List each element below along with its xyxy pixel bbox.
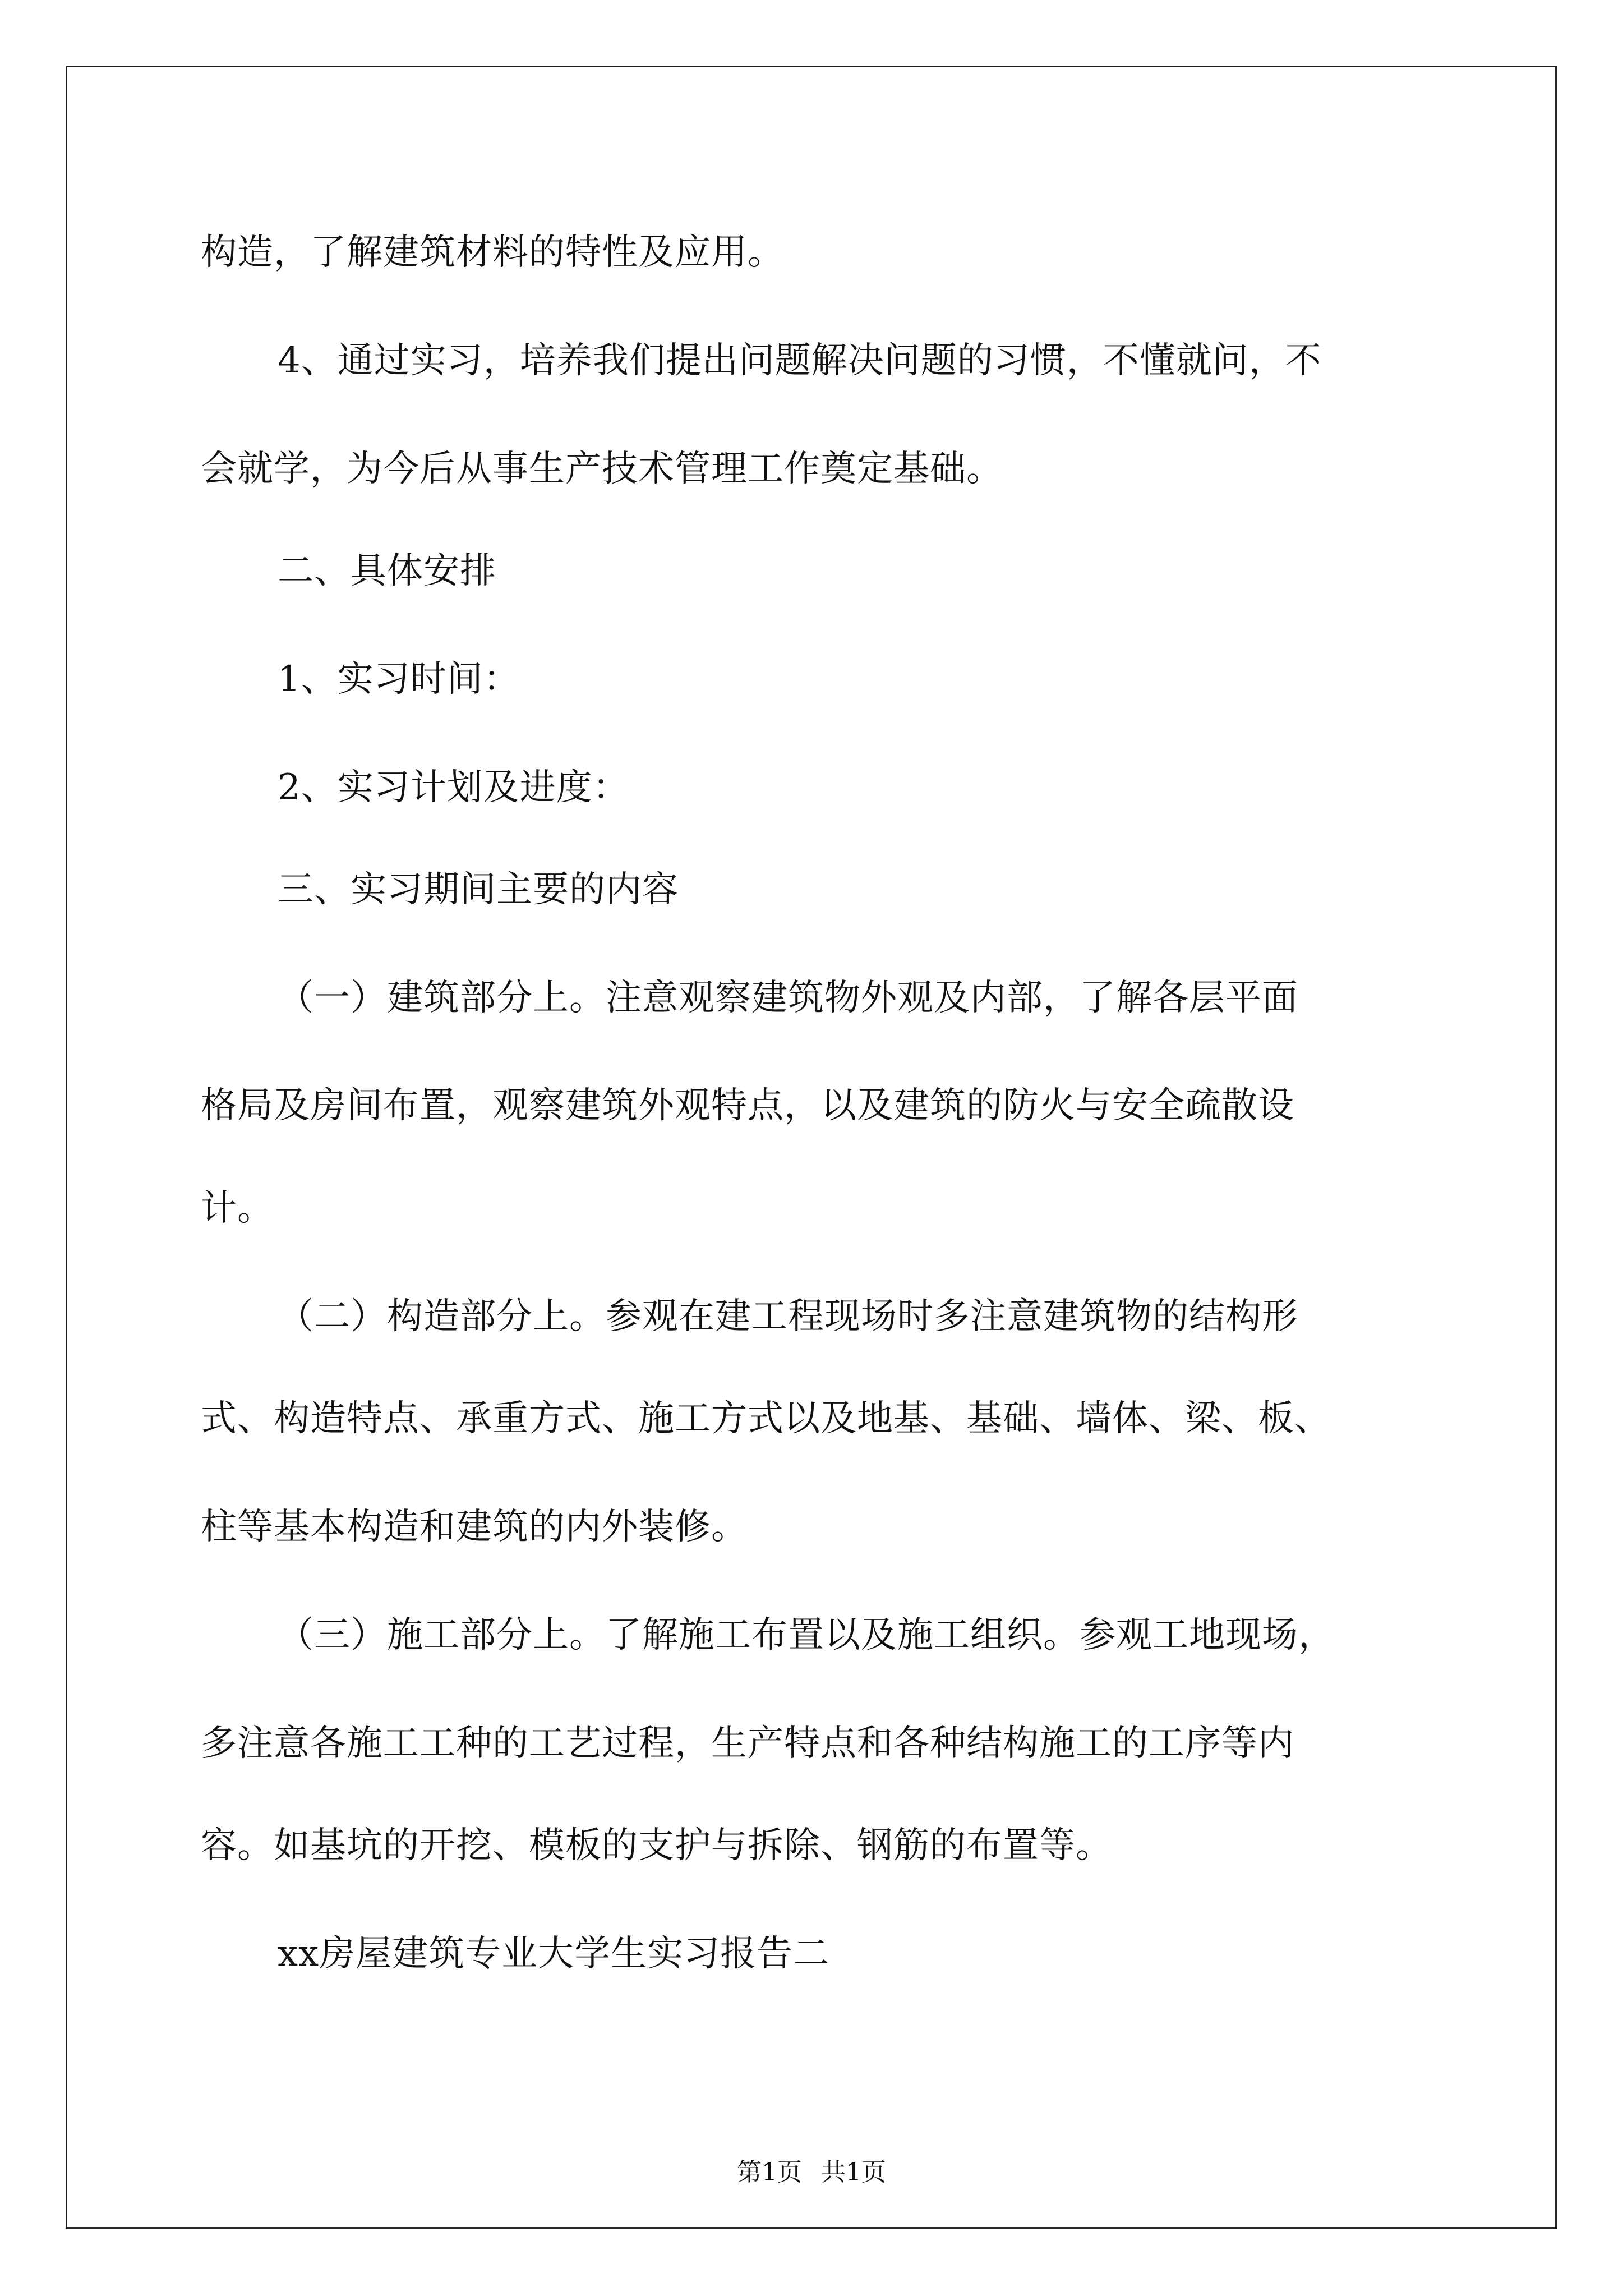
text-line: （三）施工部分上。了解施工布置以及施工组织。参观工地现场， (278, 1614, 1335, 1656)
text-line: 式、构造特点、承重方式、施工方式以及地基、基础、墙体、梁、板、 (201, 1398, 1331, 1439)
text-line: 多注意各施工工种的工艺过程，生产特点和各种结构施工的工序等内 (201, 1723, 1294, 1764)
section-heading: xx房屋建筑专业大学生实习报告二 (278, 1933, 830, 1975)
text-line: 4、通过实习，培养我们提出问题解决问题的习惯，不懂就问，不 (278, 340, 1322, 381)
text-line: 1、实习时间： (278, 659, 520, 700)
text-line: 计。 (201, 1188, 274, 1229)
section-heading: 二、具体安排 (278, 550, 496, 592)
text-line: 会就学，为今后从事生产技术管理工作奠定基础。 (201, 448, 1003, 490)
page-number: 第1页 (737, 2158, 802, 2187)
text-line: 柱等基本构造和建筑的内外装修。 (201, 1506, 748, 1548)
page-total: 共1页 (821, 2158, 886, 2187)
text-line: 格局及房间布置，观察建筑外观特点，以及建筑的防火与安全疏散设 (201, 1085, 1294, 1126)
text-line: 构造，了解建筑材料的特性及应用。 (201, 232, 784, 273)
section-heading: 三、实习期间主要的内容 (278, 869, 679, 910)
page-footer (0, 2157, 1623, 2188)
text-line: 2、实习计划及进度： (278, 767, 629, 808)
text-line: （一）建筑部分上。注意观察建筑物外观及内部，了解各层平面 (278, 977, 1298, 1019)
text-line: （二）构造部分上。参观在建工程现场时多注意建筑物的结构形 (278, 1296, 1298, 1337)
text-line: 容。如基坑的开挖、模板的支护与拆除、钢筋的布置等。 (201, 1825, 1112, 1866)
page-border (66, 66, 1557, 2229)
